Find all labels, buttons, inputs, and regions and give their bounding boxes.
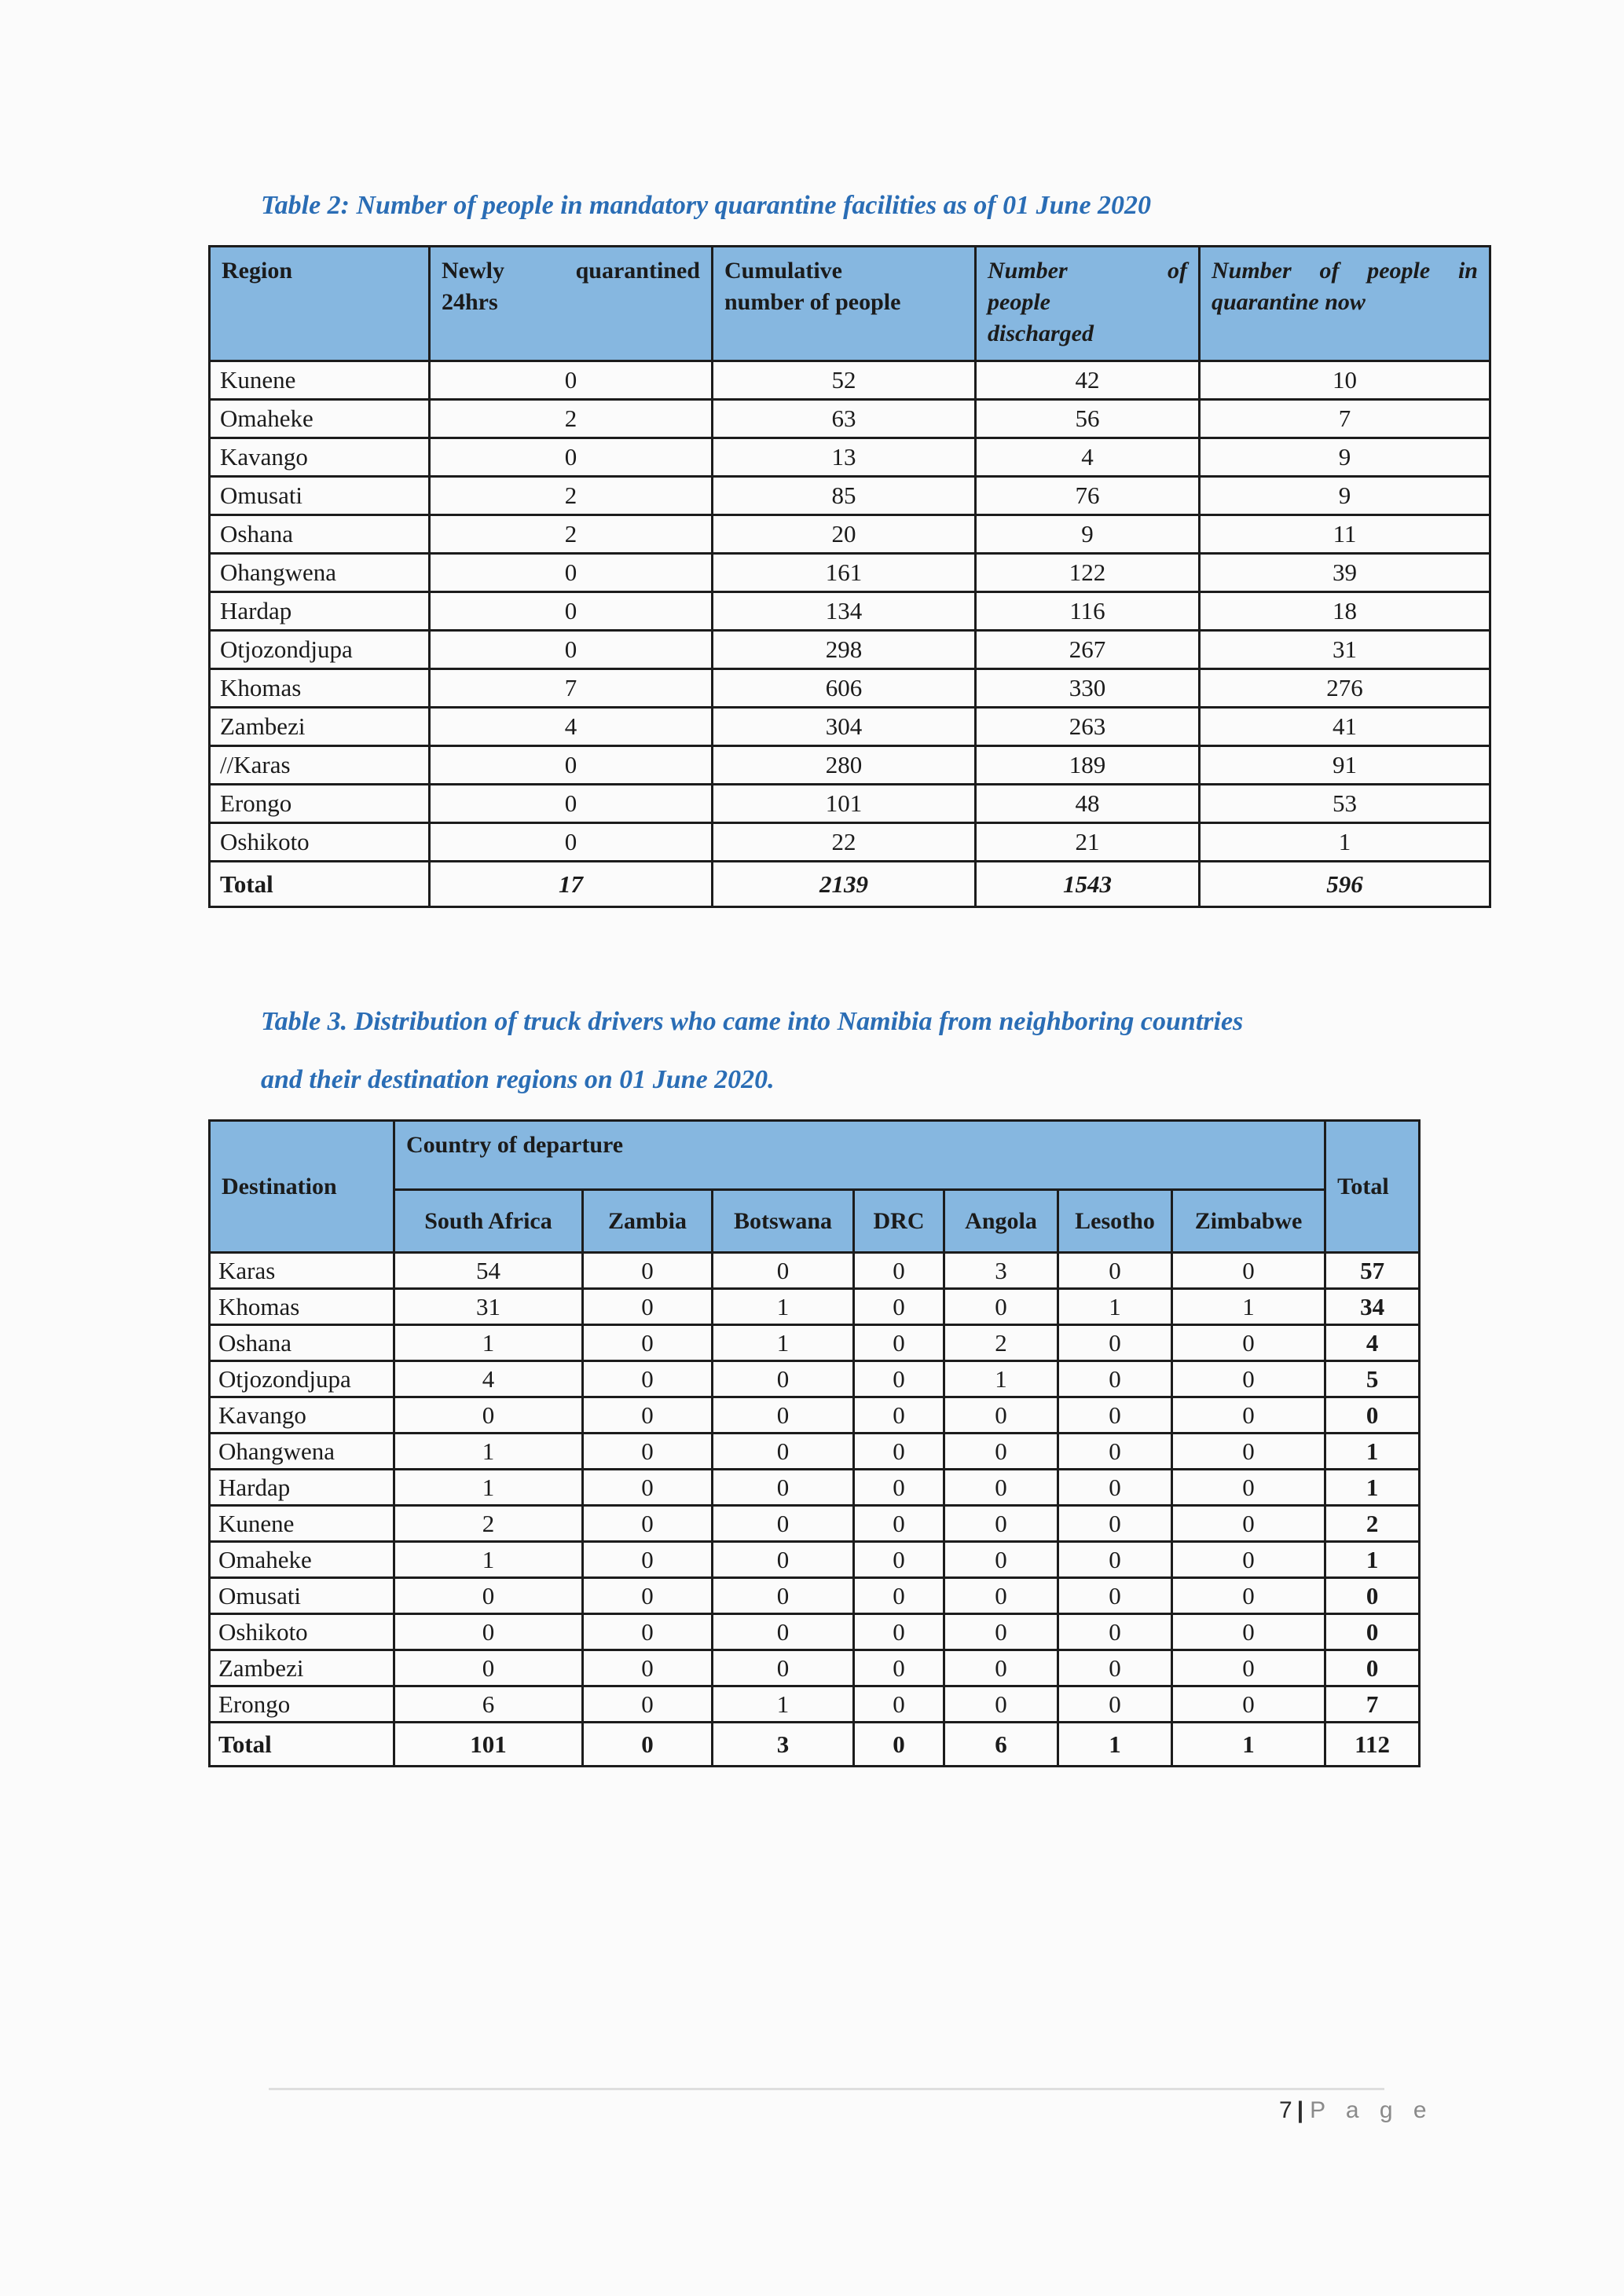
table-row [210,1686,1420,1723]
value-cell: 0 [944,1506,1058,1542]
table3-title-line1: Table 3. Distribution of truck drivers who came into Namibia from neighboring countries [261,1007,1244,1036]
col-header-region: Region [210,247,430,361]
value-cell: 0 [854,1434,944,1470]
value-cell: 1 [713,1325,854,1361]
value-cell: 0 [1172,1397,1325,1434]
value-cell: 11 [1200,515,1490,554]
region-cell: Otjozondjupa [210,631,430,669]
value-cell: 1 [394,1542,583,1578]
value-cell: 0 [1058,1542,1172,1578]
grand-total-cell: 112 [1325,1723,1420,1767]
table-row [210,746,1490,785]
value-cell: 0 [583,1506,713,1542]
value-cell: 41 [1200,708,1490,746]
value-cell: 1 [394,1470,583,1506]
table-row [210,477,1490,515]
value-cell: 4 [430,708,713,746]
table-row [210,438,1490,477]
value-cell: 0 [713,1614,854,1650]
value-cell: 85 [713,477,976,515]
table-row [210,1578,1420,1614]
value-cell: 0 [583,1434,713,1470]
value-cell: 0 [944,1434,1058,1470]
value-cell: 31 [394,1289,583,1325]
value-cell: 267 [976,631,1200,669]
region-cell: Omusati [210,477,430,515]
total-value-cell: 1543 [976,862,1200,907]
value-cell: 0 [1058,1470,1172,1506]
value-cell: 0 [944,1578,1058,1614]
value-cell: 304 [713,708,976,746]
table-row [210,1614,1420,1650]
total-value-cell: 1 [1172,1723,1325,1767]
value-cell: 0 [944,1542,1058,1578]
destination-cell: Zambezi [210,1650,394,1686]
value-cell: 0 [1058,1253,1172,1289]
row-total-cell: 0 [1325,1614,1420,1650]
value-cell: 56 [976,400,1200,438]
region-cell: Omaheke [210,400,430,438]
page-label: P a g e [1310,2097,1434,2123]
value-cell: 39 [1200,554,1490,592]
value-cell: 0 [583,1650,713,1686]
value-cell: 0 [713,1578,854,1614]
total-label-cell: Total [210,1723,394,1767]
value-cell: 161 [713,554,976,592]
destination-cell: Karas [210,1253,394,1289]
group-header-country-of-departure: Country of departure [394,1121,1325,1190]
value-cell: 52 [713,361,976,400]
value-cell: 0 [394,1397,583,1434]
truck-drivers-table [208,1119,1421,1767]
col-header-drc: DRC [854,1190,944,1253]
table-row [210,1397,1420,1434]
table-row [210,631,1490,669]
destination-cell: Ohangwena [210,1434,394,1470]
value-cell: 31 [1200,631,1490,669]
region-cell: Khomas [210,669,430,708]
row-total-cell: 2 [1325,1506,1420,1542]
value-cell: 0 [1172,1253,1325,1289]
value-cell: 0 [944,1289,1058,1325]
value-cell: 0 [430,361,713,400]
table-row [210,1253,1420,1289]
destination-cell: Erongo [210,1686,394,1723]
value-cell: 48 [976,785,1200,823]
destination-cell: Oshana [210,1325,394,1361]
value-cell: 0 [583,1289,713,1325]
region-cell: Oshikoto [210,823,430,862]
value-cell: 0 [944,1397,1058,1434]
table-row [210,1361,1420,1397]
col-header-total: Total [1325,1121,1420,1253]
table-row [210,1434,1420,1470]
destination-cell: Kunene [210,1506,394,1542]
value-cell: 0 [583,1542,713,1578]
value-cell: 54 [394,1253,583,1289]
value-cell: 0 [430,631,713,669]
total-value-cell: 596 [1200,862,1490,907]
value-cell: 22 [713,823,976,862]
value-cell: 42 [976,361,1200,400]
region-cell: Ohangwena [210,554,430,592]
value-cell: 0 [1172,1434,1325,1470]
destination-cell: Oshikoto [210,1614,394,1650]
col-header-zambia: Zambia [583,1190,713,1253]
total-value-cell: 17 [430,862,713,907]
value-cell: 2 [394,1506,583,1542]
value-cell: 0 [430,554,713,592]
region-cell: Zambezi [210,708,430,746]
row-total-cell: 1 [1325,1542,1420,1578]
value-cell: 0 [944,1686,1058,1723]
table-row [210,1650,1420,1686]
table-row [210,1506,1420,1542]
value-cell: 0 [430,785,713,823]
destination-cell: Omusati [210,1578,394,1614]
value-cell: 276 [1200,669,1490,708]
value-cell: 0 [1058,1434,1172,1470]
value-cell: 0 [713,1253,854,1289]
region-cell: //Karas [210,746,430,785]
table-row [210,669,1490,708]
row-total-cell: 7 [1325,1686,1420,1723]
row-total-cell: 34 [1325,1289,1420,1325]
value-cell: 0 [1058,1361,1172,1397]
value-cell: 0 [1058,1506,1172,1542]
total-row [210,862,1490,907]
total-value-cell: 0 [854,1723,944,1767]
destination-cell: Hardap [210,1470,394,1506]
value-cell: 0 [1172,1542,1325,1578]
value-cell: 0 [430,746,713,785]
value-cell: 0 [854,1325,944,1361]
value-cell: 3 [944,1253,1058,1289]
value-cell: 0 [1172,1686,1325,1723]
value-cell: 91 [1200,746,1490,785]
value-cell: 2 [430,515,713,554]
page-footer [1279,2097,1434,2124]
region-cell: Oshana [210,515,430,554]
table-row [210,400,1490,438]
value-cell: 0 [394,1578,583,1614]
value-cell: 0 [713,1397,854,1434]
page-separator: | [1296,2097,1304,2123]
total-value-cell: 6 [944,1723,1058,1767]
value-cell: 0 [713,1470,854,1506]
value-cell: 330 [976,669,1200,708]
value-cell: 0 [854,1397,944,1434]
table-row [210,1325,1420,1361]
value-cell: 189 [976,746,1200,785]
col-header-botswana: Botswana [713,1190,854,1253]
value-cell: 1 [1200,823,1490,862]
value-cell: 1 [394,1325,583,1361]
total-row [210,1723,1420,1767]
value-cell: 2 [430,400,713,438]
value-cell: 0 [583,1397,713,1434]
value-cell: 606 [713,669,976,708]
value-cell: 134 [713,592,976,631]
total-value-cell: 0 [583,1723,713,1767]
footer-rule [269,2088,1384,2090]
value-cell: 0 [854,1650,944,1686]
value-cell: 0 [1172,1470,1325,1506]
col-header-lesotho: Lesotho [1058,1190,1172,1253]
total-label-cell: Total [210,862,430,907]
value-cell: 21 [976,823,1200,862]
table-row [210,1542,1420,1578]
value-cell: 101 [713,785,976,823]
value-cell: 0 [854,1470,944,1506]
region-cell: Kunene [210,361,430,400]
value-cell: 9 [1200,477,1490,515]
value-cell: 1 [713,1289,854,1325]
total-value-cell: 101 [394,1723,583,1767]
value-cell: 0 [583,1470,713,1506]
value-cell: 0 [854,1253,944,1289]
value-cell: 2 [944,1325,1058,1361]
col-header-cumulative: Cumulative number of people [713,247,976,361]
value-cell: 0 [430,438,713,477]
value-cell: 0 [944,1614,1058,1650]
col-header-angola: Angola [944,1190,1058,1253]
value-cell: 0 [713,1650,854,1686]
table-row [210,592,1490,631]
value-cell: 0 [854,1361,944,1397]
value-cell: 263 [976,708,1200,746]
truck-drivers-table-body [210,1253,1420,1767]
value-cell: 0 [1058,1325,1172,1361]
value-cell: 7 [1200,400,1490,438]
table-row [210,1470,1420,1506]
total-value-cell: 1 [1058,1723,1172,1767]
destination-cell: Omaheke [210,1542,394,1578]
value-cell: 0 [1172,1361,1325,1397]
value-cell: 0 [1172,1506,1325,1542]
row-total-cell: 0 [1325,1578,1420,1614]
value-cell: 0 [854,1686,944,1723]
row-total-cell: 0 [1325,1650,1420,1686]
destination-cell: Kavango [210,1397,394,1434]
row-total-cell: 0 [1325,1397,1420,1434]
truck-drivers-table-header [210,1121,1420,1253]
value-cell: 13 [713,438,976,477]
row-total-cell: 5 [1325,1361,1420,1397]
value-cell: 20 [713,515,976,554]
row-total-cell: 1 [1325,1470,1420,1506]
destination-cell: Khomas [210,1289,394,1325]
value-cell: 2 [430,477,713,515]
value-cell: 122 [976,554,1200,592]
region-cell: Kavango [210,438,430,477]
value-cell: 0 [944,1650,1058,1686]
value-cell: 0 [854,1578,944,1614]
value-cell: 53 [1200,785,1490,823]
row-total-cell: 4 [1325,1325,1420,1361]
value-cell: 10 [1200,361,1490,400]
table-row [210,785,1490,823]
value-cell: 0 [583,1253,713,1289]
value-cell: 0 [713,1542,854,1578]
value-cell: 6 [394,1686,583,1723]
quarantine-table-header [210,247,1490,361]
col-header-discharged: Number of people discharged [976,247,1200,361]
row-total-cell: 1 [1325,1434,1420,1470]
quarantine-table [208,245,1491,908]
value-cell: 0 [854,1506,944,1542]
value-cell: 298 [713,631,976,669]
value-cell: 116 [976,592,1200,631]
value-cell: 7 [430,669,713,708]
value-cell: 0 [713,1434,854,1470]
value-cell: 0 [713,1506,854,1542]
value-cell: 0 [854,1542,944,1578]
value-cell: 9 [976,515,1200,554]
value-cell: 1 [713,1686,854,1723]
value-cell: 0 [394,1614,583,1650]
table-row [210,1289,1420,1325]
col-header-south-africa: South Africa [394,1190,583,1253]
value-cell: 0 [1058,1686,1172,1723]
value-cell: 4 [976,438,1200,477]
table-row [210,554,1490,592]
table2-title: Table 2: Number of people in mandatory quarantine facilities as of 01 June 2020 [261,191,1152,220]
value-cell: 0 [1172,1578,1325,1614]
value-cell: 0 [1058,1650,1172,1686]
table-row [210,823,1490,862]
value-cell: 0 [1172,1325,1325,1361]
total-value-cell: 3 [713,1723,854,1767]
value-cell: 0 [583,1686,713,1723]
value-cell: 1 [944,1361,1058,1397]
value-cell: 0 [430,823,713,862]
value-cell: 1 [1058,1289,1172,1325]
value-cell: 1 [1172,1289,1325,1325]
value-cell: 0 [854,1614,944,1650]
value-cell: 0 [1058,1578,1172,1614]
value-cell: 280 [713,746,976,785]
region-cell: Erongo [210,785,430,823]
value-cell: 0 [713,1361,854,1397]
region-cell: Hardap [210,592,430,631]
quarantine-table-body [210,361,1490,907]
value-cell: 0 [1058,1397,1172,1434]
col-header-destination: Destination [210,1121,394,1253]
value-cell: 76 [976,477,1200,515]
table3-title-line2: and their destination regions on 01 June 2020. [261,1065,775,1094]
col-header-newly-quarantined: Newly quarantined 24hrs [430,247,713,361]
total-value-cell: 2139 [713,862,976,907]
page-number: 7 [1279,2097,1292,2123]
value-cell: 0 [583,1578,713,1614]
value-cell: 0 [583,1325,713,1361]
value-cell: 1 [394,1434,583,1470]
value-cell: 0 [583,1361,713,1397]
value-cell: 0 [944,1470,1058,1506]
value-cell: 0 [854,1289,944,1325]
value-cell: 18 [1200,592,1490,631]
table-row [210,708,1490,746]
value-cell: 0 [583,1614,713,1650]
value-cell: 0 [430,592,713,631]
table-row [210,361,1490,400]
col-header-in-quarantine-now: Number of people in quarantine now [1200,247,1490,361]
destination-cell: Otjozondjupa [210,1361,394,1397]
value-cell: 0 [394,1650,583,1686]
col-header-zimbabwe: Zimbabwe [1172,1190,1325,1253]
table-row [210,515,1490,554]
value-cell: 9 [1200,438,1490,477]
value-cell: 0 [1058,1614,1172,1650]
value-cell: 0 [1172,1614,1325,1650]
value-cell: 63 [713,400,976,438]
row-total-cell: 57 [1325,1253,1420,1289]
value-cell: 4 [394,1361,583,1397]
value-cell: 0 [1172,1650,1325,1686]
